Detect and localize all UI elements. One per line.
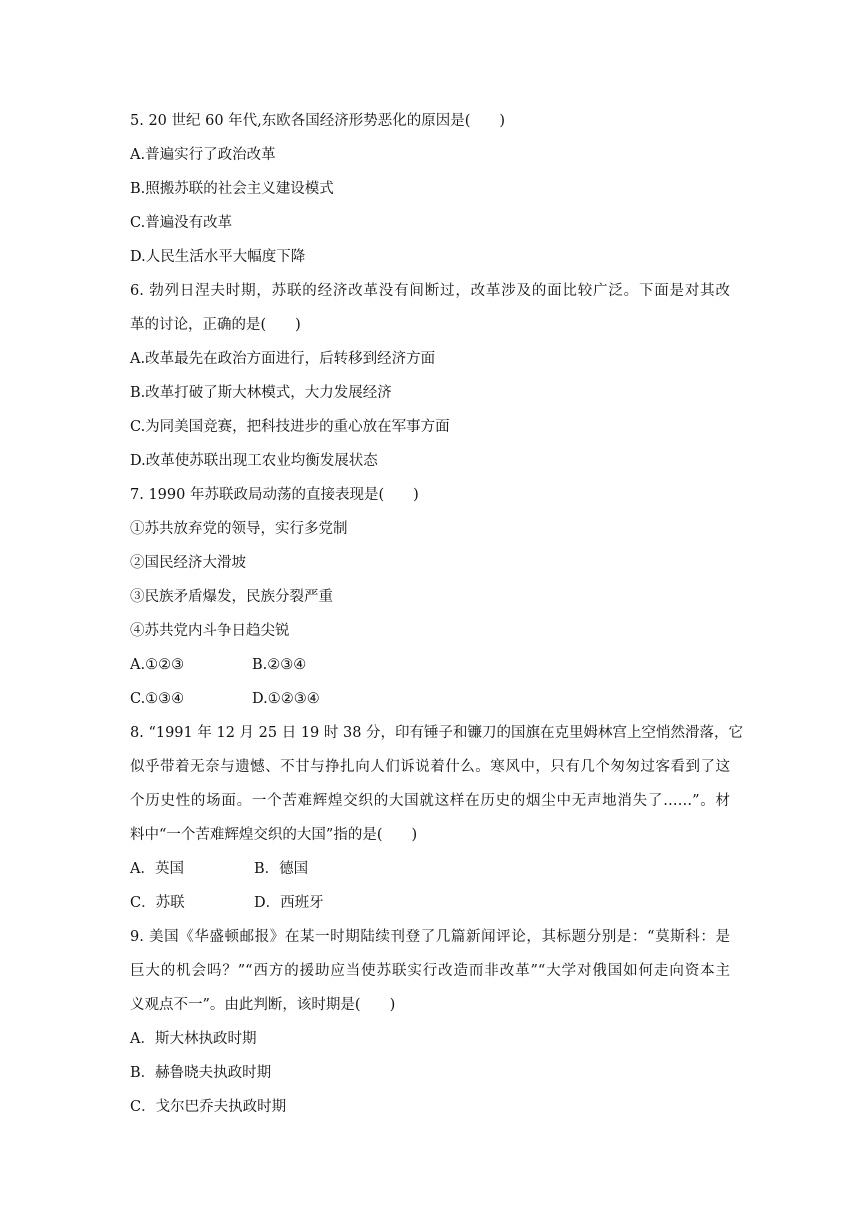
question-7-option-b: B.②③④ [252,657,307,673]
question-8-options-row-1 [130,859,308,879]
question-8-stem-line-4: 料中“一个苦难辉煌交织的大国”指的是( ) [130,827,418,843]
question-9-option-c: C．戈尔巴乔夫执政时期 [130,1099,287,1115]
question-5-option-d: D.人民生活水平大幅度下降 [130,249,306,265]
question-8-option-d: D．西班牙 [254,895,324,911]
question-5-stem: 5. 20 世纪 60 年代,东欧各国经济形势恶化的原因是( ) [130,113,506,129]
question-5-option-b: B.照搬苏联的社会主义建设模式 [130,181,334,197]
question-8-stem-line-1: 8. “1991 年 12 月 25 日 19 时 38 分，印有锤子和镰刀的国旗在克里姆林宫上空悄然滑落，它 [130,725,744,741]
question-7-option-c: C.①③④ [130,691,185,707]
question-8-options-row-2 [130,893,324,913]
question-7-item-4: ④苏共党内斗争日趋尖锐 [130,623,290,639]
question-9-stem-line-3: 义观点不一”。由此判断，该时期是( ) [130,997,396,1013]
question-7-options-row-2 [130,689,320,709]
question-6-option-b: B.改革打破了斯大林模式，大力发展经济 [130,385,392,401]
question-5-option-c: C.普遍没有改革 [130,215,233,231]
question-8-option-a: A．英国 [130,861,184,877]
question-9-stem-line-1: 9. 美国《华盛顿邮报》在某一时期陆续刊登了几篇新闻评论，其标题分别是：“莫斯科：是 [130,929,730,945]
question-9-stem-line-2: 巨大的机会吗？”“西方的援助应当使苏联实行改造而非改革”“大学对俄国如何走向资本主 [130,963,730,979]
question-8-option-b: B．德国 [254,861,309,877]
question-6-option-d: D.改革使苏联出现工农业均衡发展状态 [130,453,378,469]
question-7-item-2: ②国民经济大滑坡 [130,555,246,571]
question-7-option-d: D.①②③④ [252,691,320,707]
question-5-option-a: A.普遍实行了政治改革 [130,147,276,163]
question-7-options-row-1 [130,655,306,675]
question-6-option-a: A.改革最先在政治方面进行，后转移到经济方面 [130,351,436,367]
question-6-stem-line-1: 6. 勃列日涅夫时期，苏联的经济改革没有间断过，改革涉及的面比较广泛。下面是对其改 [130,283,730,299]
question-6-stem-line-2: 革的讨论，正确的是( ) [130,317,301,333]
question-9-option-a: A．斯大林执政时期 [130,1031,257,1047]
question-8-stem-line-3: 个历史性的场面。一个苦难辉煌交织的大国就这样在历史的烟尘中无声地消失了……”。材 [130,793,730,809]
question-7-option-a: A.①②③ [130,657,185,673]
question-7-stem: 7. 1990 年苏联政局动荡的直接表现是( ) [130,487,419,503]
question-8-option-c: C．苏联 [130,895,185,911]
question-8-stem-line-2: 似乎带着无奈与遗憾、不甘与挣扎向人们诉说着什么。寒风中，只有几个匆匆过客看到了这 [130,759,730,775]
question-7-item-3: ③民族矛盾爆发，民族分裂严重 [130,589,333,605]
question-9-option-b: B．赫鲁晓夫执政时期 [130,1065,272,1081]
question-7-item-1: ①苏共放弃党的领导，实行多党制 [130,521,348,537]
question-6-option-c: C.为同美国竞赛，把科技进步的重心放在军事方面 [130,419,450,435]
